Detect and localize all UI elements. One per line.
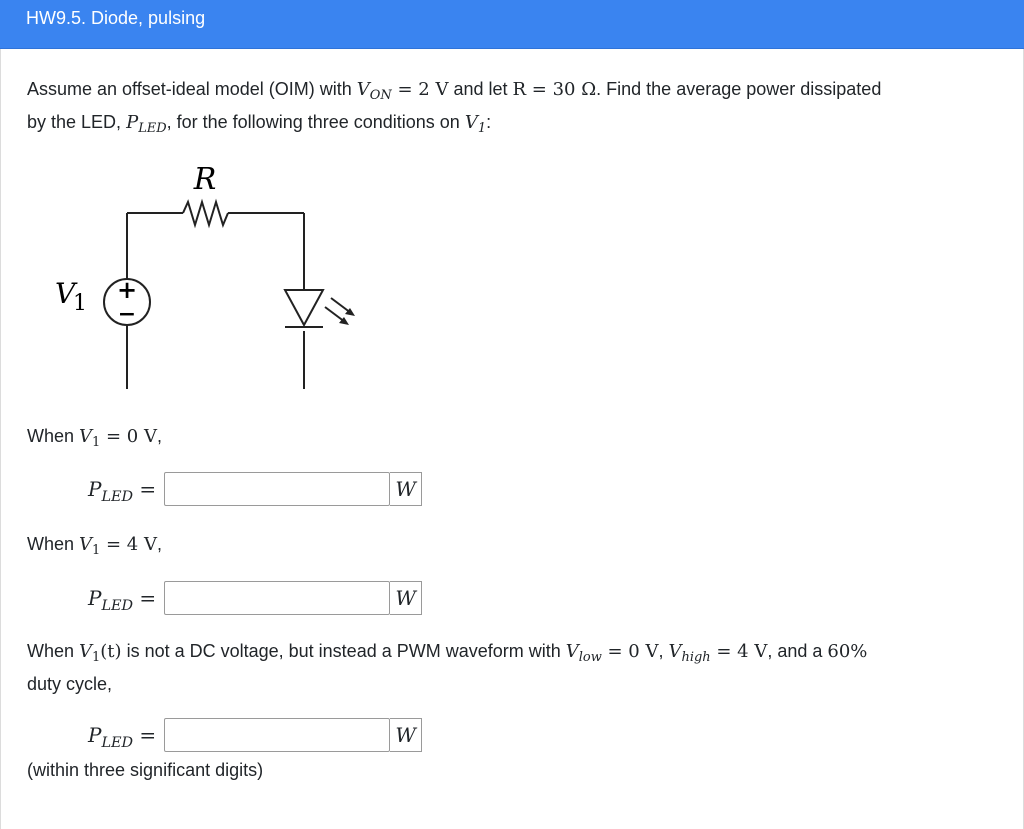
led-diode-symbol [285,290,323,325]
condition-3-text: When $V_1(t)$ is not a DC voltage, but instead a PWM waveform with $V_{low} = 0$ V, $V_{high} = 4$ V, and a 60% duty cycle, [27,641,868,694]
condition-2-text: When $V_1 = 4$ V, [27,534,162,559]
answer-row-1 [88,470,422,508]
question-header [0,0,1024,49]
condition-1-text: When $V_1 = 0$ V, [27,426,162,451]
source-minus-sign: − [117,301,137,327]
question-title: HW9.5. Diode, pulsing [26,8,206,28]
answer-1-input[interactable] [164,472,390,506]
answer-2-unit: W [390,581,422,615]
answer-1-unit: W [390,472,422,506]
source-plus-sign: + [116,275,138,304]
answer-2-input[interactable] [164,581,390,615]
problem-line-1: Assume an offset-ideal model (OIM) with $V_{ON} = 2$ V and let R = 30 Ω. Find the average power dissipated [27,79,882,104]
answer-row-2 [88,579,422,617]
answer-3-label: $P_{LED}$ = [88,723,157,751]
answer-2-label: $P_{LED}$ = [88,586,157,614]
problem-line-2: by the LED, $P_{LED}$, for the following three conditions on $V_1$: [27,112,492,137]
answer-3-unit: W [390,718,422,752]
source-label-subscript: 1 [73,291,87,316]
resistor-label: R [193,162,217,197]
source-label: V [55,277,76,310]
resistor-symbol [183,202,228,225]
significant-digits-note: (within three significant digits) [27,760,264,780]
question-body [0,49,1024,829]
problem-statement [27,74,881,140]
circuit-diagram [31,159,431,389]
answer-3-input[interactable] [164,718,390,752]
answer-row-3 [88,716,422,754]
answer-1-label: $P_{LED}$ = [88,477,157,505]
